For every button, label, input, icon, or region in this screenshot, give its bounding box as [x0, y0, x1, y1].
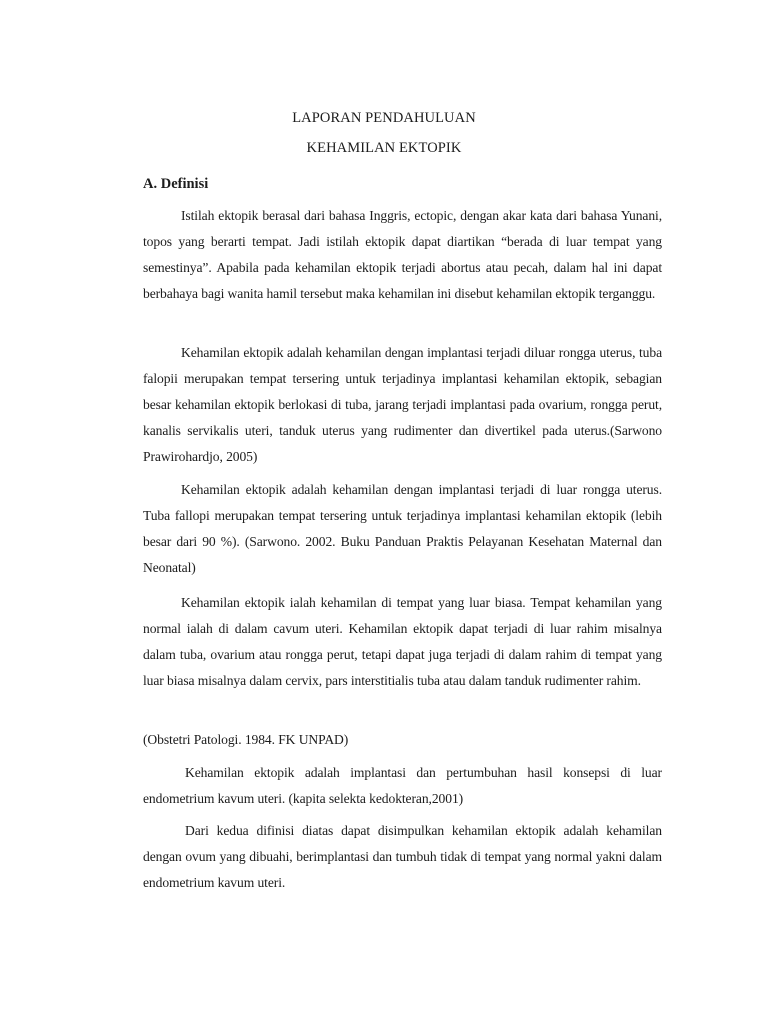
paragraph-2: Kehamilan ektopik adalah kehamilan dengan implantasi terjadi diluar rongga uterus, tuba falopii merupakan tempat tersering untuk terjadinya implantasi kehamilan ektopik, sebagian besar kehamilan ektopik berlokasi di tuba, jarang terjadi implantasi pada ovarium, rongga perut, kanalis servikalis uteri, tanduk uterus yang rudimenter dan divertikel pada uterus.(Sarwono Prawirohardjo, 2005): [143, 345, 662, 464]
document-subtitle: KEHAMILAN EKTOPIK: [306, 140, 462, 156]
paragraph-5: Kehamilan ektopik adalah implantasi dan pertumbuhan hasil konsepsi di luar endometrium kavum uteri. (kapita selekta kedokteran,2001): [143, 765, 662, 806]
document-title: LAPORAN PENDAHULUAN: [292, 110, 476, 126]
paragraph-6: Dari kedua difinisi diatas dapat disimpulkan kehamilan ektopik adalah kehamilan dengan ovum yang dibuahi, berimplantasi dan tumbuh tidak di tempat yang normal yakni dalam endometrium kavum uteri.: [143, 823, 662, 890]
section-heading: A. Definisi: [143, 176, 209, 192]
citation-line: (Obstetri Patologi. 1984. FK UNPAD): [143, 732, 349, 747]
paragraph-4: Kehamilan ektopik ialah kehamilan di tempat yang luar biasa. Tempat kehamilan yang normal ialah di dalam cavum uteri. Kehamilan ektopik dapat terjadi di luar rahim misalnya dalam tuba, ovarium atau rongga perut, tetapi dapat juga terjadi di dalam rahim di tempat yang luar biasa misalnya dalam cervix, pars interstitialis tuba atau dalam tanduk rudimenter rahim.: [143, 595, 662, 688]
paragraph-3: Kehamilan ektopik adalah kehamilan dengan implantasi terjadi di luar rongga uterus. Tuba fallopi merupakan tempat tersering untuk terjadinya implantasi kehamilan ektopik (lebih besar dari 90 %). (Sarwono. 2002. Buku Panduan Praktis Pelayanan Kesehatan Maternal dan Neonatal): [143, 482, 662, 575]
paragraph-1: Istilah ektopik berasal dari bahasa Inggris, ectopic, dengan akar kata dari bahasa Yunani, topos yang berarti tempat. Jadi istilah ektopik dapat diartikan “berada di luar tempat yang semestinya”. Apabila pada kehamilan ektopik terjadi abortus atau pecah, dalam hal ini dapat berbahaya bagi wanita hamil tersebut maka kehamilan ini disebut kehamilan ektopik terganggu.: [143, 208, 662, 301]
